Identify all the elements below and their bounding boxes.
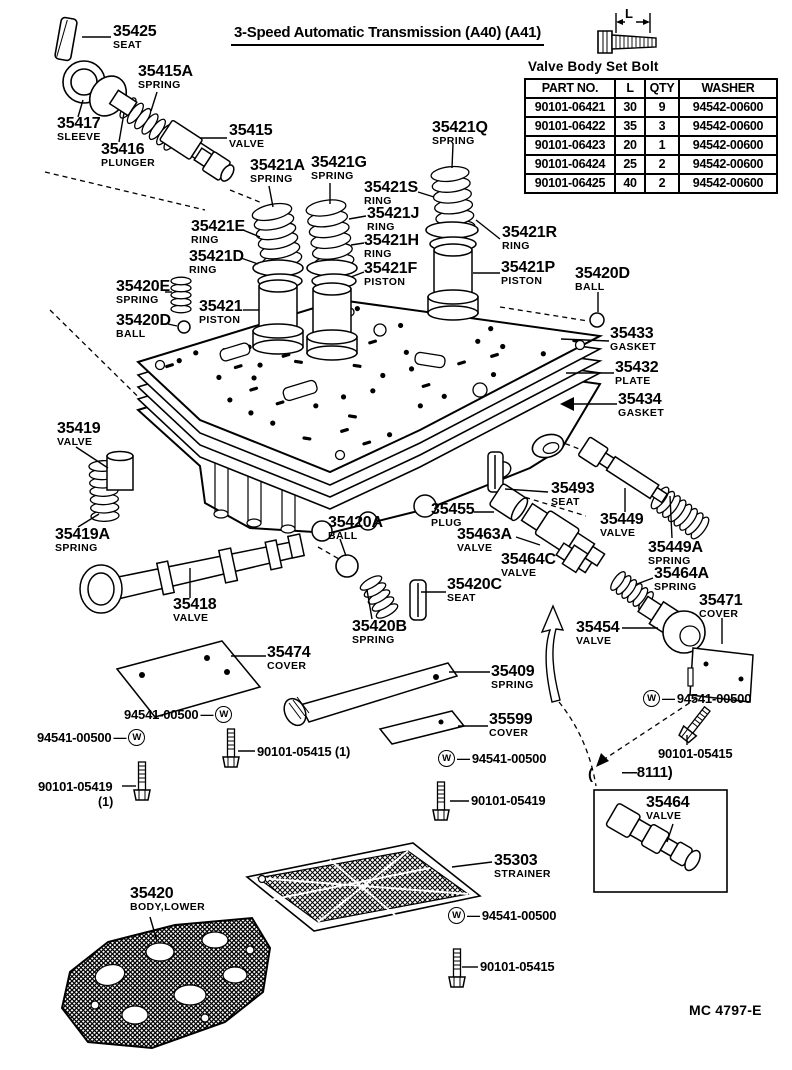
part-label-35415: 35415 VALVE bbox=[229, 122, 273, 150]
table-row bbox=[525, 117, 777, 136]
washer-icon: W bbox=[643, 690, 660, 707]
part-label-35303: 35303 STRAINER bbox=[494, 852, 551, 880]
part-label-35421S: 35421S RING bbox=[364, 179, 418, 207]
table-cell: 90101-06425 bbox=[525, 174, 615, 193]
part-label-35421D: 35421D RING bbox=[189, 248, 244, 276]
piston-stack-2 bbox=[307, 260, 357, 360]
table-cell: 94542-00600 bbox=[679, 155, 777, 174]
part-label-35425: 35425 SEAT bbox=[113, 23, 157, 51]
table-cell: 30 bbox=[615, 98, 645, 117]
ball-35420d-right bbox=[590, 313, 604, 327]
part-label-35421J: 35421J RING bbox=[367, 205, 420, 233]
part-label-35421E: 35421E RING bbox=[191, 218, 245, 246]
table-cell: 94542-00600 bbox=[679, 174, 777, 193]
part-label-35420C: 35420C SEAT bbox=[447, 576, 502, 604]
page-title: 3-Speed Automatic Transmission (A40) (A41) bbox=[231, 24, 544, 46]
piston-stack-1 bbox=[253, 260, 303, 354]
part-label-35415A: 35415A SPRING bbox=[138, 63, 193, 91]
table-cell: 90101-06424 bbox=[525, 155, 615, 174]
table-cell: 2 bbox=[645, 155, 679, 174]
part-label-35420B: 35420B SPRING bbox=[352, 618, 407, 646]
bolt-table-header: WASHER bbox=[679, 79, 777, 98]
table-cell: 1 bbox=[645, 136, 679, 155]
seat-35420c bbox=[410, 580, 426, 620]
part-label-35420E: 35420E SPRING bbox=[116, 278, 170, 306]
part-label-35421Q: 35421Q SPRING bbox=[432, 119, 488, 147]
bolt-table-header: L bbox=[615, 79, 645, 98]
part-label-35493: 35493 SEAT bbox=[551, 480, 595, 508]
table-row bbox=[525, 174, 777, 193]
fastener-label: MC 4797-E bbox=[689, 1002, 762, 1018]
part-label-35463A: 35463A VALVE bbox=[457, 526, 512, 554]
part-label-35419A: 35419A SPRING bbox=[55, 526, 110, 554]
part-label-35420D: 35420D BALL bbox=[116, 312, 171, 340]
table-row bbox=[525, 155, 777, 174]
part-label-35416: 35416 PLUNGER bbox=[101, 141, 156, 169]
part-label-35420D: 35420D BALL bbox=[575, 265, 630, 293]
fastener-label: 94541-00500 — W bbox=[37, 729, 145, 747]
bolt-table-header: PART NO. bbox=[525, 79, 615, 98]
part-label-35464: 35464 VALVE bbox=[646, 794, 690, 822]
table-cell: 25 bbox=[615, 155, 645, 174]
seat-35425 bbox=[54, 17, 77, 61]
part-label-35464C: 35464C VALVE bbox=[501, 551, 556, 579]
part-label-35419: 35419 VALVE bbox=[57, 420, 101, 448]
washer-icon: W bbox=[448, 907, 465, 924]
part-label-35599: 35599 COVER bbox=[489, 711, 533, 739]
table-cell: 94542-00600 bbox=[679, 136, 777, 155]
part-label-35417: 35417 SLEEVE bbox=[57, 115, 101, 143]
bolt-table-header: QTY bbox=[645, 79, 679, 98]
part-label-35432: 35432 PLATE bbox=[615, 359, 659, 387]
table-cell: 3 bbox=[645, 117, 679, 136]
fastener-label: 90101-05415 (1) bbox=[257, 744, 351, 759]
part-label-35420A: 35420A BALL bbox=[328, 514, 383, 542]
part-label-35434: 35434 GASKET bbox=[618, 391, 665, 419]
table-cell: 94542-00600 bbox=[679, 98, 777, 117]
bolt-table bbox=[524, 78, 778, 194]
part-label-35454: 35454 VALVE bbox=[576, 619, 620, 647]
cover-35599 bbox=[380, 711, 464, 744]
table-cell: 94542-00600 bbox=[679, 117, 777, 136]
valve-35454 bbox=[636, 593, 705, 653]
table-cell: 90101-06421 bbox=[525, 98, 615, 117]
table-cell: 2 bbox=[645, 174, 679, 193]
table-cell: 20 bbox=[615, 136, 645, 155]
part-label-35464A: 35464A SPRING bbox=[654, 565, 709, 593]
washer-icon: W bbox=[438, 750, 455, 767]
fastener-label: ( bbox=[588, 766, 593, 783]
part-label-35421: 35421 PISTON bbox=[199, 298, 243, 326]
part-label-35421G: 35421G SPRING bbox=[311, 154, 367, 182]
washer-icon: W bbox=[128, 729, 145, 746]
table-cell: 35 bbox=[615, 117, 645, 136]
fastener-label: 90101-05419 bbox=[471, 793, 546, 808]
part-label-35421H: 35421H RING bbox=[364, 232, 419, 260]
body-lower-35420 bbox=[62, 918, 270, 1048]
bolt-table-caption: Valve Body Set Bolt bbox=[528, 59, 659, 74]
part-label-35449: 35449 VALVE bbox=[600, 511, 644, 539]
washer-icon: W bbox=[215, 706, 232, 723]
table-row bbox=[525, 136, 777, 155]
part-label-35433: 35433 GASKET bbox=[610, 325, 657, 353]
part-label-35449A: 35449A SPRING bbox=[648, 539, 703, 567]
part-label-35421F: 35421F PISTON bbox=[364, 260, 418, 288]
fastener-label: 90101-05415 bbox=[480, 959, 555, 974]
fastener-label: 90101-05415 bbox=[658, 746, 733, 761]
arrowhead bbox=[596, 753, 609, 767]
part-label-35455: 35455 PLUG bbox=[431, 501, 475, 529]
table-cell: 90101-06423 bbox=[525, 136, 615, 155]
part-label-35421A: 35421A SPRING bbox=[250, 157, 305, 185]
fastener-label: W — 94541-00500 bbox=[448, 905, 556, 924]
table-row bbox=[525, 98, 777, 117]
fastener-label: —8111) bbox=[622, 764, 673, 781]
ball-35420d-left bbox=[178, 321, 190, 333]
table-cell: 9 bbox=[645, 98, 679, 117]
fastener-label: 90101-05419 (1) bbox=[38, 779, 114, 809]
part-label-35474: 35474 COVER bbox=[267, 644, 311, 672]
assembly-direction-arrow bbox=[542, 606, 563, 702]
piston-stack-3 bbox=[426, 222, 478, 320]
part-label-35421R: 35421R RING bbox=[502, 224, 557, 252]
table-cell: 40 bbox=[615, 174, 645, 193]
ball-35420a bbox=[336, 555, 358, 577]
bolt-length-dimension-label: L bbox=[625, 6, 633, 21]
valve-35415 bbox=[159, 120, 237, 185]
part-label-35471: 35471 COVER bbox=[699, 592, 743, 620]
part-label-35418: 35418 VALVE bbox=[173, 596, 217, 624]
valve-35419 bbox=[107, 452, 133, 491]
fastener-label: 94541-00500 — W bbox=[124, 706, 232, 724]
strainer-35303 bbox=[247, 843, 480, 931]
fastener-label: W — 94541-00500 bbox=[438, 748, 546, 767]
part-label-35409: 35409 SPRING bbox=[491, 663, 535, 691]
part-label-35420: 35420 BODY,LOWER bbox=[130, 885, 206, 913]
fastener-label: W — 94541-00500 bbox=[643, 688, 751, 707]
part-label-35421P: 35421P PISTON bbox=[501, 259, 555, 287]
table-cell: 90101-06422 bbox=[525, 117, 615, 136]
